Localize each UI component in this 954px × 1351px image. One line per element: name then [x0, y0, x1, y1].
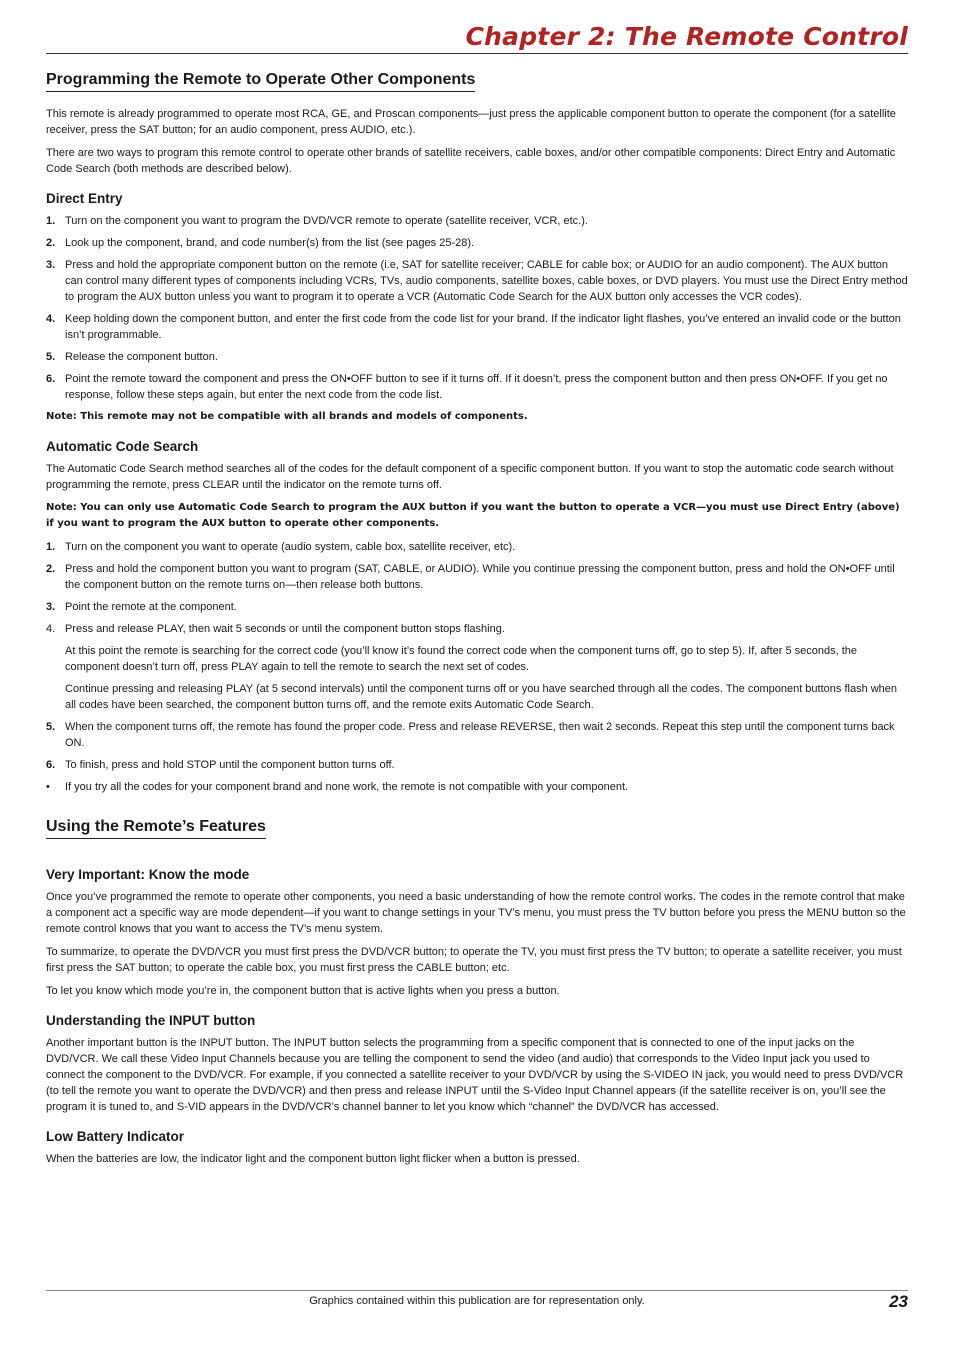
paragraph: To summarize, to operate the DVD/VCR you must first press the DVD/VCR button; to operate the TV, you must first press the TV button; to operate a satellite receiver, you must first press the SAT button; to operate the cable box, you must first press the CABLE button; etc. [46, 946, 902, 974]
step-number: 5. [46, 721, 56, 733]
subheading-automatic-code-search: Automatic Code Search [46, 439, 199, 454]
page-number: 23 [889, 1292, 908, 1311]
list-item [46, 257, 908, 305]
header-rule [46, 53, 908, 54]
step-text: Point the remote at the component. [65, 601, 237, 613]
list-item [46, 561, 908, 593]
list-item [46, 371, 908, 403]
step-text: Release the component button. [65, 351, 218, 363]
step-number: 6. [46, 373, 56, 385]
subheading-input-button: Understanding the INPUT button [46, 1013, 256, 1028]
step-text: To finish, press and hold STOP until the component button turns off. [65, 759, 395, 771]
step-number: 3. [46, 601, 56, 613]
step-number: 6. [46, 759, 56, 771]
step-text: Press and release PLAY, then wait 5 seconds or until the component button stops flashing. [65, 623, 505, 635]
step-text: Press and hold the component button you want to program (SAT, CABLE, or AUDIO). While you continue pressing the component button, press and hold the ON•OFF until the component button on the remote turns on—then release both buttons. [65, 563, 895, 591]
paragraph: Once you’ve programmed the remote to operate other components, you need a basic understanding of how the remote control works. The codes in the remote control that make a component act a specific way are mode dependent—if you want to change settings in your TV’s menu, you must press the TV button before you press the MENU button so the remote control knows that you want to access the TV’s menu system. [46, 891, 906, 935]
step-text: Turn on the component you want to program the DVD/VCR remote to operate (satellite receiver, VCR, etc.). [65, 215, 588, 227]
step-number: 4. [46, 623, 56, 635]
features-section [46, 815, 908, 1167]
paragraph: To let you know which mode you’re in, the component button that is active lights when you press a button. [46, 985, 560, 997]
auto-search-steps-continued [46, 719, 908, 795]
paragraph: Another important button is the INPUT button. The INPUT button selects the programming from a specific component that is connected to one of the input jacks on the DVD/VCR. We call these Video Input Channels because you are telling the component to send the video (and audio) that corresponds to the Video Input jack you used to connect the component to the DVD/VCR. For example, if you connected a satellite receiver to your DVD/VCR by using the S-VIDEO IN jack, you would need to press DVD/VCR (to tell the remote you want to operate the DVD/VCR) and then press and release INPUT until the S-Video Input Channel appears (if the satellite receiver is on, you’ll see the program it is tuned to, and S-VID appears in the DVD/VCR’s channel banner to let you know which “channel” the DVD/VCR has accessed. [46, 1037, 904, 1113]
paragraph: This remote is already programmed to operate most RCA, GE, and Proscan components—just press the applicable component button to operate the component (for a satellite receiver, press the SAT button; for an audio component, press AUDIO, etc.). [46, 108, 896, 136]
step-number: 1. [46, 541, 56, 553]
list-item [46, 719, 908, 751]
list-item [46, 235, 908, 251]
footer-disclaimer: Graphics contained within this publication are for representation only. [309, 1295, 645, 1307]
step-number: 2. [46, 563, 56, 575]
step-number: 1. [46, 215, 56, 227]
list-item [46, 779, 908, 795]
compatibility-note: Note: This remote may not be compatible with all brands and models of components. [46, 411, 528, 422]
step-detail: At this point the remote is searching for the correct code (you’ll know it’s found the correct code when the component turns off, go to step 5). If, after 5 seconds, the component doesn’t turn off, press PLAY again to tell the remote to search the next set of codes. [65, 645, 858, 673]
step-text: If you try all the codes for your component brand and none work, the remote is not compatible with your component. [65, 781, 629, 793]
list-item [46, 599, 908, 615]
step-text: Point the remote toward the component and press the ON•OFF button to see if it turns off. If it doesn’t, press the component button and then press ON•OFF. If you get no response, follow these steps again, but enter the next code from the code list. [65, 373, 888, 401]
subheading-direct-entry: Direct Entry [46, 191, 123, 206]
direct-entry-steps [46, 213, 908, 403]
chapter-title: Chapter 2: The Remote Control [465, 22, 908, 51]
list-item [46, 539, 908, 555]
list-item [46, 213, 908, 229]
step-detail: Continue pressing and releasing PLAY (at 5 second intervals) until the component turns off or you have searched through all the codes. The component buttons flash when all codes have been searched, the component button turns off, and the remote exits Automatic Code Search. [65, 683, 898, 711]
section-heading-features: Using the Remote’s Features [46, 817, 266, 839]
section-heading-programming: Programming the Remote to Operate Other Components [46, 70, 475, 92]
step-text: Turn on the component you want to operate (audio system, cable box, satellite receiver, etc). [65, 541, 516, 553]
paragraph: There are two ways to program this remote control to operate other brands of satellite receivers, cable boxes, and/or other compatible components: Direct Entry and Automatic Code Search (both methods are described below). [46, 147, 896, 175]
list-item [46, 757, 908, 773]
step-number: 5. [46, 351, 56, 363]
step-number: 2. [46, 237, 56, 249]
list-item [46, 311, 908, 343]
step-text: When the component turns off, the remote has found the proper code. Press and release REVERSE, then wait 2 seconds. Repeat this step until the component turns back ON. [65, 721, 895, 749]
paragraph: When the batteries are low, the indicator light and the component button light flicker when a button is pressed. [46, 1153, 580, 1165]
footer-rule [46, 1290, 908, 1291]
subheading-know-the-mode: Very Important: Know the mode [46, 867, 250, 882]
page-content [46, 68, 908, 1174]
auto-search-steps [46, 539, 908, 637]
aux-note: Note: You can only use Automatic Code Search to program the AUX button if you want the button to operate a VCR—you must use Direct Entry (above) if you want to program the AUX button to operate other components. [46, 502, 900, 529]
step-text: Press and hold the appropriate component button on the remote (i.e, SAT for satellite receiver; CABLE for cable box; or AUDIO for an audio component). The AUX button can control many different types of components including VCRs, TVs, audio components, satellite boxes, cable boxes, or DVD players. You must use the Direct Entry method to program the AUX button unless you want to program it to operate a VCR (Automatic Code Search for the AUX button only accesses the VCR codes). [65, 259, 908, 303]
paragraph: The Automatic Code Search method searches all of the codes for the default component of a specific component button. If you want to stop the automatic code search without programming the remote, press CLEAR until the indicator on the remote turns off. [46, 463, 894, 491]
list-item [46, 349, 908, 365]
step-text: Look up the component, brand, and code number(s) from the list (see pages 25-28). [65, 237, 475, 249]
step-text: Keep holding down the component button, and enter the first code from the code list for your brand. If the indicator light flashes, you’ve entered an invalid code or the button isn’t programmable. [65, 313, 901, 341]
subheading-low-battery: Low Battery Indicator [46, 1129, 185, 1144]
step-number: 3. [46, 259, 56, 271]
step-number: 4. [46, 313, 56, 325]
bullet-icon: • [46, 781, 50, 793]
list-item [46, 621, 908, 637]
